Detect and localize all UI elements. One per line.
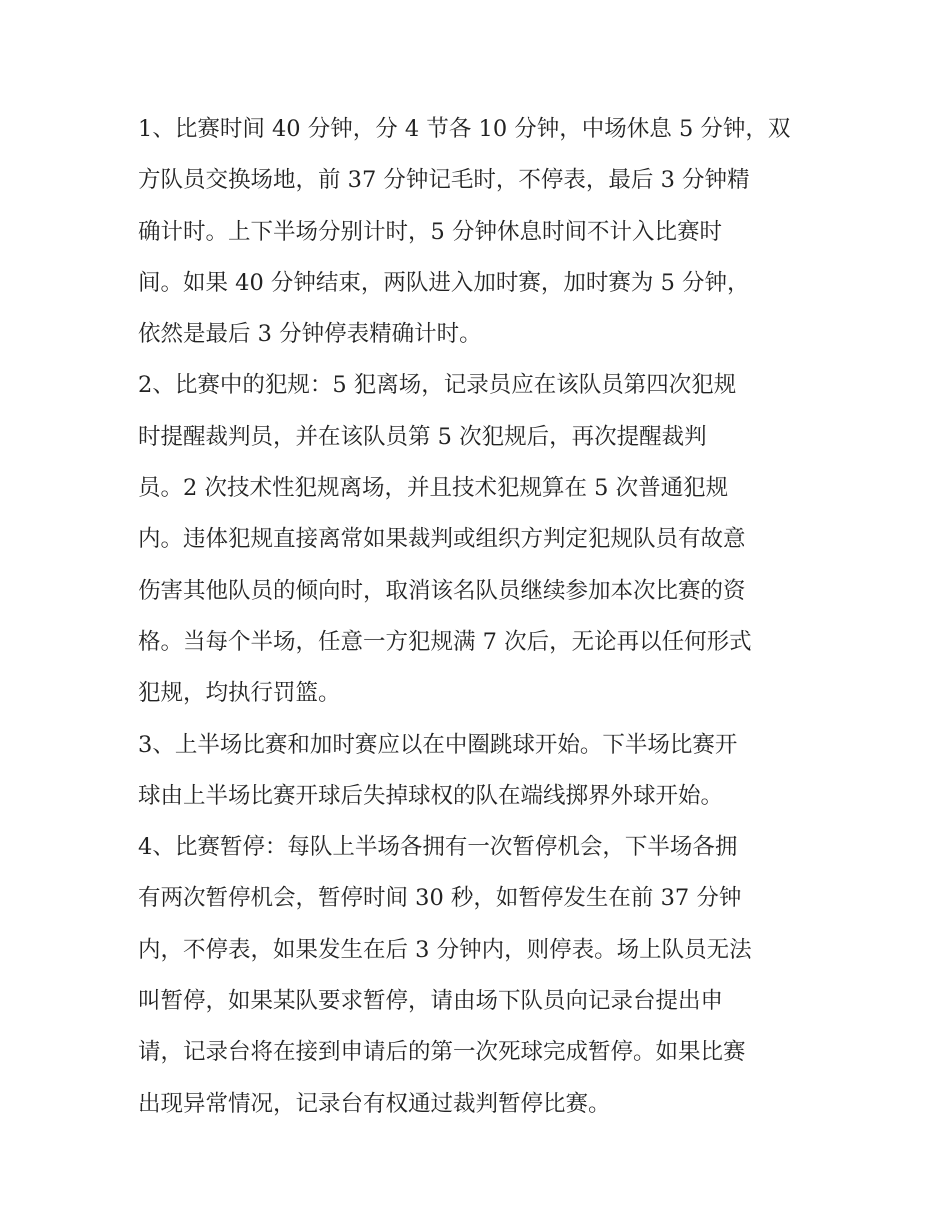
text-line: 伤害其他队员的倾向时，取消该名队员继续参加本次比赛的资 [138, 577, 746, 604]
text-line: 1、比赛时间 40 分钟，分 4 节各 10 分钟，中场休息 5 分钟，双 [138, 116, 791, 142]
document-body [138, 104, 818, 1130]
text-line: 4、比赛暂停：每队上半场各拥有一次暂停机会，下半场各拥 [138, 834, 738, 861]
paragraph-game-time [138, 104, 818, 360]
text-line: 有两次暂停机会，暂停时间 30 秒，如暂停发生在前 37 分钟 [138, 885, 742, 912]
text-line: 时提醒裁判员，并在该队员第 5 次犯规后，再次提醒裁判 [138, 423, 707, 450]
text-line: 格。当每个半场，任意一方犯规满 7 次后，无论再以任何形式 [138, 628, 752, 655]
text-line: 依然是最后 3 分钟停表精确计时。 [138, 321, 482, 348]
text-line: 内。违体犯规直接离常如果裁判或组织方判定犯规队员有故意 [138, 526, 746, 553]
text-line: 球由上半场比赛开球后失掉球权的队在端线掷界外球开始。 [138, 782, 724, 809]
text-line: 员。2 次技术性犯规离场，并且技术犯规算在 5 次普通犯规 [138, 475, 729, 502]
paragraph-fouls [138, 360, 818, 719]
text-line: 2、比赛中的犯规：5 犯离场，记录员应在该队员第四次犯规 [138, 372, 737, 399]
text-line: 犯规，均执行罚篮。 [138, 680, 341, 707]
text-line: 出现异常情况，记录台有权通过裁判暂停比赛。 [138, 1090, 611, 1117]
paragraph-timeouts [138, 822, 818, 1130]
text-line: 方队员交换场地，前 37 分钟记毛时，不停表，最后 3 分钟精 [138, 167, 750, 194]
text-line: 3、上半场比赛和加时赛应以在中圈跳球开始。下半场比赛开 [138, 731, 738, 758]
text-line: 叫暂停，如果某队要求暂停，请由场下队员向记录台提出申 [138, 988, 724, 1015]
paragraph-tipoff [138, 720, 818, 823]
text-line: 内，不停表，如果发生在后 3 分钟内，则停表。场上队员无法 [138, 936, 752, 963]
text-line: 请，记录台将在接到申请后的第一次死球完成暂停。如果比赛 [138, 1039, 746, 1066]
text-line: 确计时。上下半场分别计时，5 分钟休息时间不计入比赛时 [138, 218, 722, 245]
text-line: 间。如果 40 分钟结束，两队进入加时赛，加时赛为 5 分钟， [138, 269, 750, 296]
